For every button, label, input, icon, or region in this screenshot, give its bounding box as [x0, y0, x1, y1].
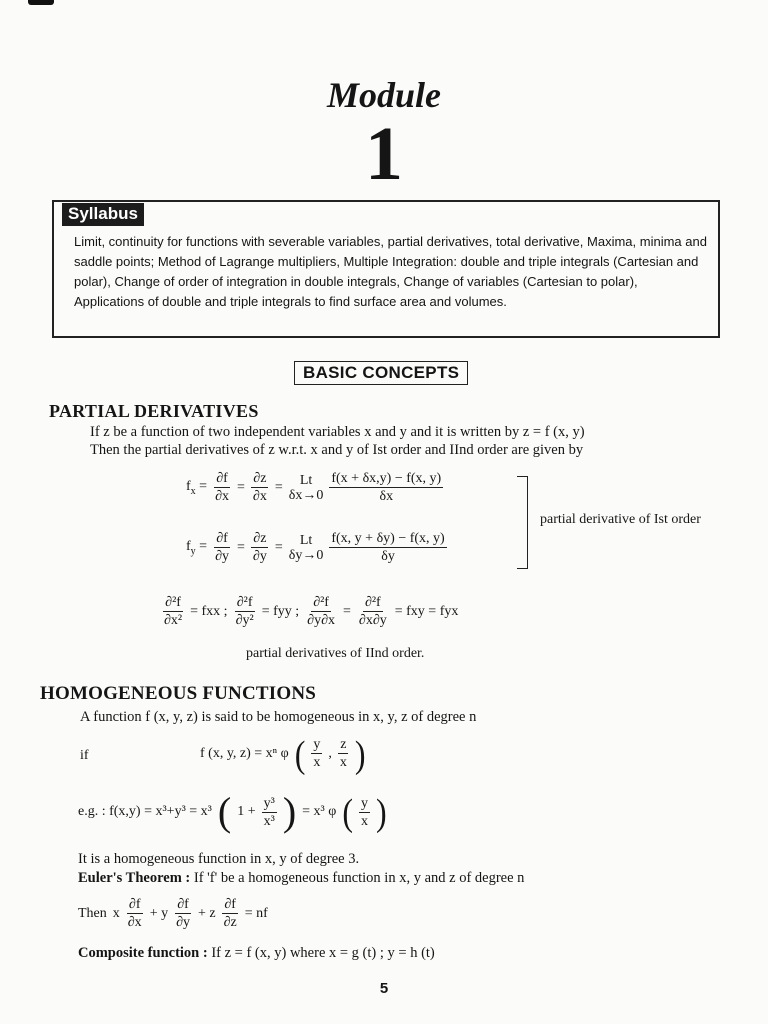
- syllabus-tag: Syllabus: [62, 203, 144, 226]
- euler-label: Euler's Theorem :: [78, 870, 191, 886]
- page-number: 5: [379, 980, 389, 997]
- composite-line: [78, 945, 435, 962]
- fx-equation: $f_x$ = $\frac{\partial f}{\partial x}$ = $\frac{\partial z}{\partial x}$ = Lt δx→0 $\frac{f(x + \delta x,y) - f(x, y)}{\delta x}$: [186, 471, 442, 504]
- degree-line: It is a homogeneous function in x, y of degree 3.: [78, 851, 360, 867]
- partial-line-2: Then the partial derivatives of z w.r.t. x and y of Ist order and IInd order are given by: [90, 442, 584, 458]
- homogeneous-heading: HOMOGENEOUS FUNCTIONS: [40, 683, 317, 704]
- syllabus-text: Limit, continuity for functions with severable variables, partial derivatives, total derivative, Maxima, minima and saddle points; Method of Lagrange multipliers, Multiple Integration: double and triple integrals (Cartesian and polar), Change of order of integration in double integrals, Change of variables (Cartesian to polar), Applications of double and triple integrals to find surface area and volumes.: [74, 234, 707, 309]
- euler-line: [78, 870, 524, 887]
- module-number: 1: [365, 112, 403, 196]
- composite-label: Composite function :: [78, 945, 208, 961]
- module-title: Module: [326, 75, 441, 115]
- partial-line-1: If z be a function of two independent variables x and y and it is written by z = f (x, y): [90, 424, 585, 440]
- second-order-equation: $\frac{\text{∂²f}}{\text{∂x²}}$ = fxx ; $\frac{\text{∂²f}}{\text{∂y²}}$ = fyy ; $\frac{\text{∂²f}}{\partial y\partial x}$ = $\frac{\text{∂²f}}{\partial x\partial y}$ = fxy = fyx: [164, 595, 459, 628]
- first-order-label: partial derivative of Ist order: [540, 512, 701, 527]
- composite-text: If z = f (x, y) where x = g (t) ; y = h (t): [211, 945, 435, 961]
- second-order-label: partial derivatives of IInd order.: [246, 646, 425, 661]
- basic-concepts-heading: BASIC CONCEPTS: [294, 361, 468, 385]
- first-order-bracket: [517, 476, 528, 569]
- example-equation: e.g. : f(x,y) = x³+y³ = x³ ( 1 + $\frac{\text{y³}}{\text{x³}}$ ) = x³ φ ( $\frac{y}{x}$ ): [78, 789, 387, 834]
- homogeneous-line-1: A function f (x, y, z) is said to be homogeneous in x, y, z of degree n: [80, 709, 477, 725]
- fy-equation: $f_y$ = $\frac{\partial f}{\partial y}$ = $\frac{\partial z}{\partial y}$ = Lt δy→0 $\frac{f(x, y + \delta y) - f(x, y)}{\delta y}$: [186, 531, 445, 564]
- euler-text: If 'f' be a homogeneous function in x, y and z of degree n: [193, 870, 525, 886]
- if-word: if: [80, 748, 89, 763]
- homogeneous-definition: f (x, y, z) = xⁿ φ ( $\frac{y}{x}$ , $\frac{z}{x}$ ): [200, 731, 366, 776]
- scan-mark: [28, 0, 54, 5]
- partial-derivatives-heading: PARTIAL DERIVATIVES: [49, 401, 259, 421]
- euler-equation: Then x $\frac{\partial f}{\partial x}$ + y $\frac{\partial f}{\partial y}$ + z $\frac{\partial f}{\partial z}$ = nf: [78, 897, 268, 930]
